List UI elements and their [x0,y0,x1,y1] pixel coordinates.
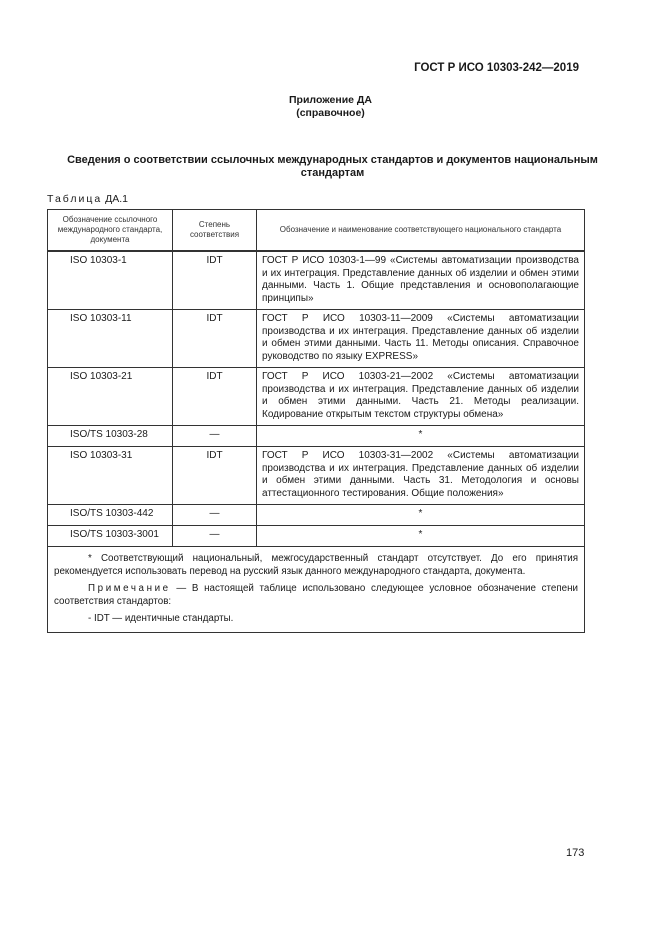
table-row [48,526,585,547]
table-caption-number: ДА.1 [105,193,128,205]
note-text: — В настоящей таблице использовано следующее условное обозначение степени соответствия стандартов: [54,583,578,607]
appendix-subtitle: (справочное) [296,107,365,119]
document-header: ГОСТ Р ИСО 10303-242—2019 [414,62,579,74]
cell-reference: ISO 10303-21 [48,368,173,426]
table-caption [47,193,128,205]
note-item: - IDT — идентичные стандарты. [88,613,234,624]
table-header-row [48,210,585,252]
cell-national: ГОСТ Р ИСО 10303-31—2002 «Системы автоматизации производства и их интеграция. Представление данных об изделии и обмен этими данными. Часть 31. Методология и основы аттестационного тестирования. Общие положения» [257,447,585,505]
cell-reference: ISO/TS 10303-442 [48,505,173,526]
column-header-national: Обозначение и наименование соответствующего национального стандарта [257,210,585,252]
cell-degree: — [173,526,257,547]
cell-reference: ISO/TS 10303-28 [48,426,173,447]
footnote: * Соответствующий национальный, межгосударственный стандарт отсутствует. До его принятия рекомендуется использовать перевод на русский язык данного международного стандарта, документа. [54,553,578,577]
table-row [48,447,585,505]
correspondence-table [47,209,585,633]
cell-reference: ISO/TS 10303-3001 [48,526,173,547]
appendix-heading [0,94,661,120]
cell-reference: ISO 10303-11 [48,310,173,368]
cell-reference: ISO 10303-31 [48,447,173,505]
note-label: Примечание [88,583,171,594]
cell-national: ГОСТ Р ИСО 10303-1—99 «Системы автоматизации производства и их интеграция. Представление данных об изделии и обмен этими данными. Часть 1. Общие представления и основополагающие принципы» [257,251,585,310]
table-row [48,426,585,447]
cell-degree: IDT [173,310,257,368]
cell-degree: — [173,505,257,526]
cell-degree: — [173,426,257,447]
cell-degree: IDT [173,251,257,310]
table-footer-row [48,547,585,633]
table-row [48,368,585,426]
cell-national: * [257,426,585,447]
cell-national: * [257,526,585,547]
table-caption-word: Таблица [47,193,103,205]
cell-reference: ISO 10303-1 [48,251,173,310]
column-header-degree: Степень соответствия [173,210,257,252]
cell-national: * [257,505,585,526]
cell-degree: IDT [173,447,257,505]
table-row [48,505,585,526]
column-header-reference: Обозначение ссылочного международного стандарта, документа [48,210,173,252]
note [54,583,578,608]
section-title: Сведения о соответствии ссылочных международных стандартов и документов национальным стандартам [67,154,598,179]
appendix-title: Приложение ДА [289,94,372,106]
cell-degree: IDT [173,368,257,426]
page-number: 173 [566,847,585,859]
cell-national: ГОСТ Р ИСО 10303-21—2002 «Системы автоматизации производства и их интеграция. Представление данных об изделии и обмен этими данными. Часть 21. Методы реализации. Кодирование открытым текстом структуры обмена» [257,368,585,426]
cell-national: ГОСТ Р ИСО 10303-11—2009 «Системы автоматизации производства и их интеграция. Представление данных об изделии и обмен этими данными. Часть 11. Методы описания. Справочное руководство по языку EXPRESS» [257,310,585,368]
table-row [48,310,585,368]
table-notes [48,547,585,633]
table-row [48,251,585,310]
